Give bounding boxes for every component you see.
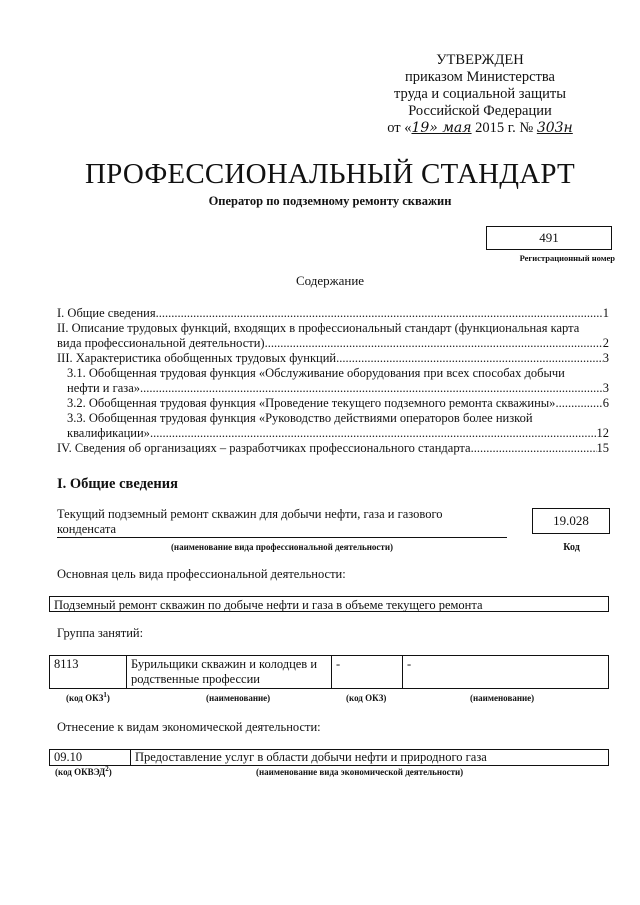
occupation-name-line: родственные профессии <box>131 672 260 686</box>
occupation-name-caption: (наименование) <box>206 693 271 703</box>
okved-name-caption: (наименование вида экономической деятельности) <box>256 767 464 777</box>
okz-caption-end: ) <box>106 693 110 703</box>
activity-code-caption: Код <box>563 542 580 553</box>
okz-code-cell: 8113 <box>50 656 127 689</box>
footnote-ref: 1 <box>103 691 107 699</box>
toc-item-label-cont: квалификации» <box>67 426 150 440</box>
registration-number-box: 491 <box>486 226 612 250</box>
toc-item-label: III. Характеристика обобщенных трудовых функций <box>57 351 337 365</box>
table-row <box>50 656 609 689</box>
approval-year: 2015 г. № <box>471 120 534 136</box>
activity-caption: (наименование вида профессиональной деятельности) <box>170 542 394 552</box>
approval-number-handwritten: 303н <box>536 120 573 136</box>
toc-item-page: 12 <box>596 426 609 440</box>
goal-box: Подземный ремонт скважин по добыче нефти и газа в объеме текущего ремонта <box>49 596 609 612</box>
approval-block <box>360 52 600 137</box>
footnote-ref: 2 <box>105 765 109 773</box>
toc-item[interactable] <box>57 396 609 411</box>
goal-label: Основная цель вида профессиональной деятельности: <box>57 567 346 581</box>
document-title: ПРОФЕССИОНАЛЬНЫЙ СТАНДАРТ <box>85 158 575 190</box>
okved-code-caption <box>55 765 112 777</box>
toc-item-page: 15 <box>596 441 609 455</box>
toc-item-page: 1 <box>602 306 609 320</box>
okved-code-cell: 09.10 <box>50 750 131 766</box>
occupation-table <box>49 655 609 689</box>
approval-date-prefix: от « <box>387 120 412 136</box>
approval-order: приказом Министерства <box>405 69 555 85</box>
toc-item-page: 6 <box>602 396 609 410</box>
occupation-name-line: Бурильщики скважин и колодцев и <box>131 657 318 671</box>
document-subtitle: Оператор по подземному ремонту скважин <box>208 194 452 208</box>
activity-name <box>57 507 507 538</box>
okved-caption-text: (код ОКВЭД <box>55 767 106 777</box>
economic-label: Отнесение к видам экономической деятельности: <box>57 720 321 734</box>
contents-heading: Содержание <box>295 273 365 288</box>
activity-code-box: 19.028 <box>532 508 610 534</box>
approval-date-handwritten: 19» мая <box>411 120 472 136</box>
okz-code-caption-2: (код ОКЗ) <box>346 693 387 703</box>
toc-item[interactable] <box>57 306 609 321</box>
section-heading: I. Общие сведения <box>57 476 178 492</box>
activity-name-line: конденсата <box>57 522 117 536</box>
toc-item-label-cont: нефти и газа» <box>67 381 140 395</box>
toc-item[interactable] <box>57 366 609 396</box>
registration-number-label: Регистрационный номер <box>519 253 615 263</box>
toc-item[interactable] <box>57 441 609 456</box>
approval-title: УТВЕРЖДЕН <box>436 52 524 68</box>
toc-item-label: 3.3. Обобщенная трудовая функция «Руководство действиями операторов более низкой <box>67 411 533 425</box>
okved-name-cell: Предоставление услуг в области добычи нефти и природного газа <box>131 750 609 766</box>
toc-item[interactable] <box>57 321 609 351</box>
toc-item[interactable] <box>57 351 609 366</box>
okz-code-caption <box>66 691 110 703</box>
approval-date <box>360 120 600 137</box>
approval-country: Российской Федерации <box>408 103 552 119</box>
occupation-name-caption-2: (наименование) <box>470 693 535 703</box>
toc-item[interactable] <box>57 411 609 441</box>
toc-item-label: IV. Сведения об организациях – разработчиках профессионального стандарта <box>57 441 471 455</box>
occupation-name-cell <box>127 656 332 689</box>
toc-item-page: 3 <box>602 351 609 365</box>
toc-item-label-cont: вида профессиональной деятельности) <box>57 336 265 350</box>
okz-code-cell: - <box>332 656 403 689</box>
toc-item-label: II. Описание трудовых функций, входящих в профессиональный стандарт (функциональная карта <box>57 321 580 335</box>
table-row <box>50 750 609 766</box>
occupation-name-cell: - <box>403 656 609 689</box>
table-of-contents <box>57 306 609 456</box>
toc-item-label: 3.2. Обобщенная трудовая функция «Проведение текущего подземного ремонта скважины» <box>67 396 556 410</box>
activity-name-line: Текущий подземный ремонт скважин для добычи нефти, газа и газового <box>57 507 443 521</box>
okved-table <box>49 749 609 766</box>
toc-item-page: 2 <box>602 336 609 350</box>
okved-caption-end: ) <box>108 767 112 777</box>
toc-item-page: 3 <box>602 381 609 395</box>
toc-item-label: I. Общие сведения <box>57 306 156 320</box>
okz-caption-text: (код ОКЗ <box>66 693 104 703</box>
approval-ministry: труда и социальной защиты <box>394 86 566 102</box>
group-label: Группа занятий: <box>57 626 144 640</box>
toc-item-label: 3.1. Обобщенная трудовая функция «Обслуживание оборудования при всех способах добычи <box>67 366 565 380</box>
